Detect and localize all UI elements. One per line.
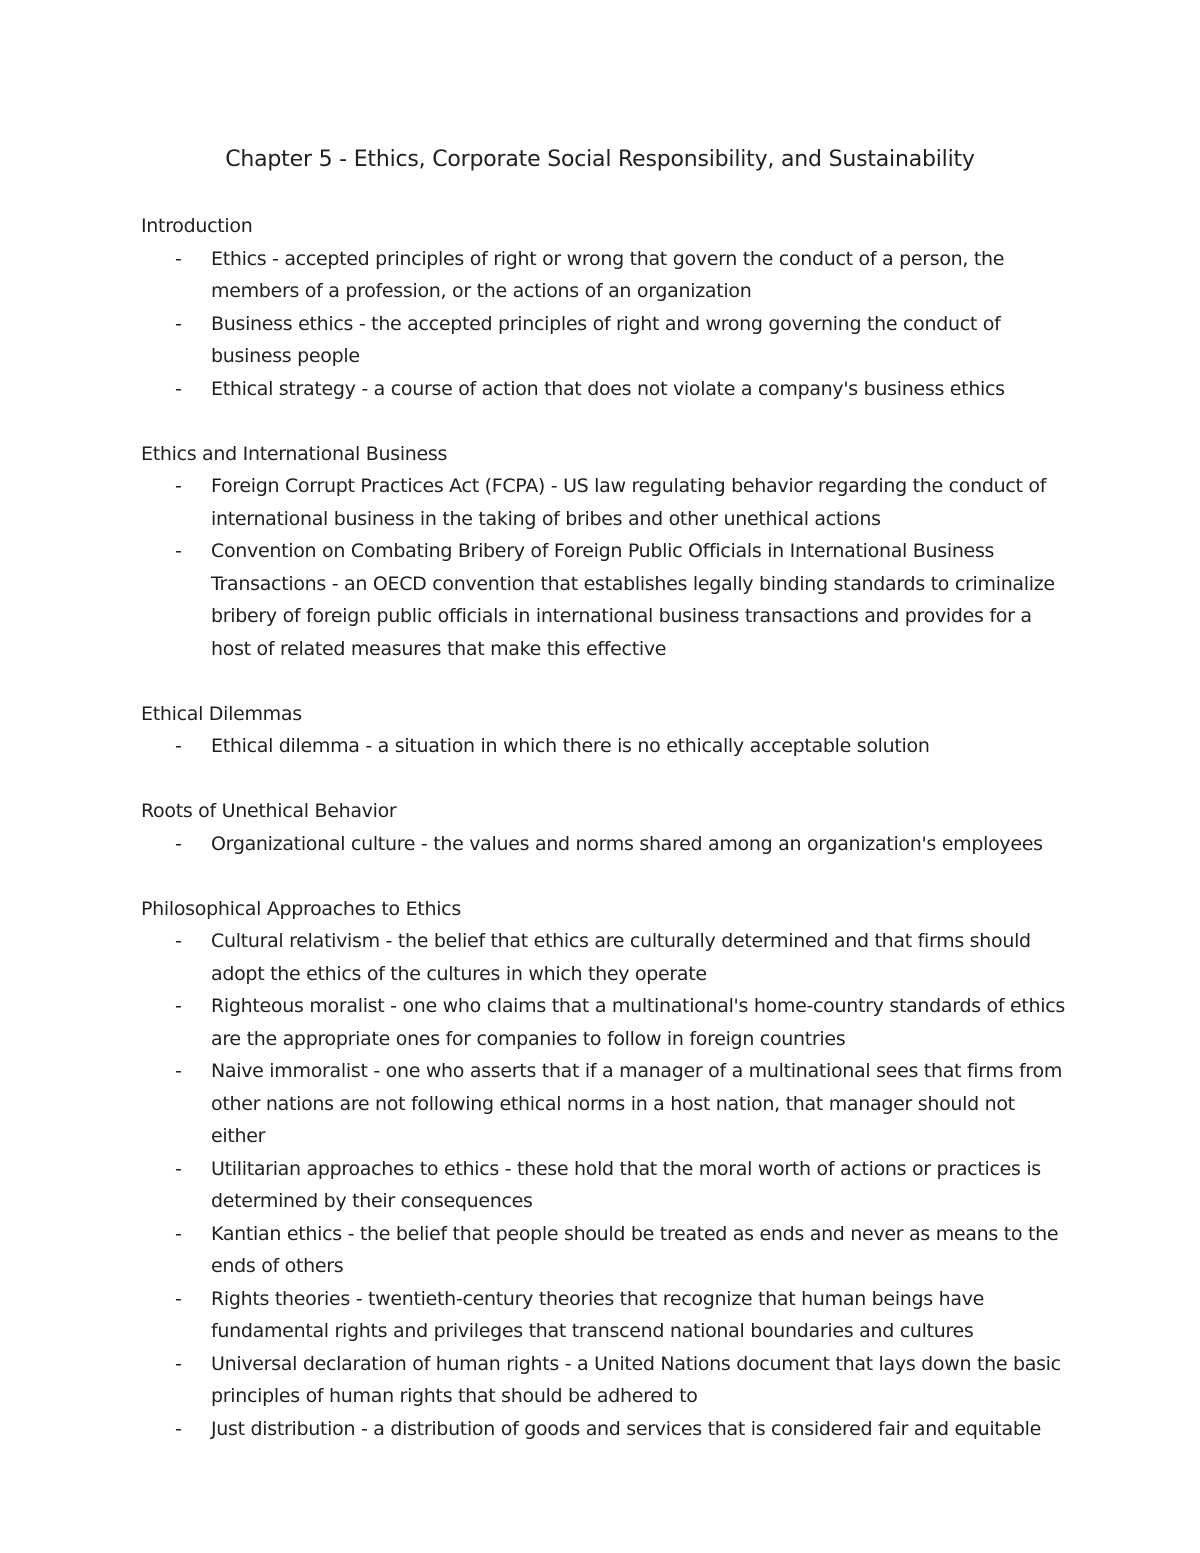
bullet-dash: - bbox=[175, 1157, 182, 1180]
list-item bbox=[141, 470, 1071, 535]
bullet-dash: - bbox=[175, 475, 182, 497]
list-item-text: Ethical strategy - a course of action that does not violate a company's business ethics bbox=[211, 377, 1005, 400]
section-heading: Ethical Dilemmas bbox=[141, 702, 302, 725]
list-item-text: Organizational culture - the values and norms shared among an organization's employees bbox=[211, 832, 1043, 855]
list-item bbox=[141, 1055, 1071, 1153]
bullet-dash: - bbox=[175, 1222, 182, 1245]
list-item bbox=[141, 925, 1071, 990]
bullet-dash: - bbox=[175, 735, 182, 757]
list-item bbox=[141, 730, 1071, 763]
list-item-text: Utilitarian approaches to ethics - these hold that the moral worth of actions or practices is determined by their consequences bbox=[211, 1157, 1041, 1212]
section-ethics-international-business bbox=[141, 438, 1101, 666]
section-philosophical-approaches bbox=[141, 893, 1101, 1446]
bullet-dash: - bbox=[175, 1060, 182, 1082]
bullet-list bbox=[141, 828, 1101, 861]
list-item bbox=[141, 828, 1071, 861]
bullet-list bbox=[141, 470, 1101, 665]
bullet-dash: - bbox=[175, 832, 182, 855]
list-item bbox=[141, 1218, 1071, 1283]
section-heading: Roots of Unethical Behavior bbox=[141, 800, 397, 822]
list-item bbox=[141, 1413, 1071, 1446]
bullet-list bbox=[141, 243, 1101, 406]
list-item bbox=[141, 1283, 1071, 1348]
section-heading: Ethics and International Business bbox=[141, 442, 448, 465]
bullet-dash: - bbox=[175, 377, 182, 400]
list-item bbox=[141, 1153, 1071, 1218]
section-roots-unethical-behavior bbox=[141, 795, 1101, 860]
bullet-dash: - bbox=[175, 1287, 182, 1310]
list-item bbox=[141, 990, 1071, 1055]
document-title: Chapter 5 - Ethics, Corporate Social Responsibility, and Sustainability bbox=[225, 147, 975, 172]
section-introduction bbox=[141, 210, 1101, 405]
list-item bbox=[141, 535, 1071, 665]
bullet-list bbox=[141, 925, 1101, 1445]
list-item-text: Business ethics - the accepted principles of right and wrong governing the conduct of business people bbox=[211, 312, 1001, 367]
bullet-dash: - bbox=[175, 540, 182, 562]
list-item bbox=[141, 308, 1071, 373]
list-item-text: Ethics - accepted principles of right or wrong that govern the conduct of a person, the members of a profession, or the actions of an organization bbox=[211, 247, 1005, 302]
bullet-dash: - bbox=[175, 312, 182, 335]
section-heading: Philosophical Approaches to Ethics bbox=[141, 897, 461, 920]
list-item-text: Universal declaration of human rights - a United Nations document that lays down the basic principles of human rights that should be adhered to bbox=[211, 1352, 1061, 1407]
list-item-text: Naive immoralist - one who asserts that if a manager of a multinational sees that firms from other nations are not following ethical norms in a host nation, that manager should not either bbox=[211, 1060, 1063, 1147]
document-body bbox=[141, 210, 1101, 1478]
bullet-dash: - bbox=[175, 930, 182, 952]
section-heading: Introduction bbox=[141, 215, 253, 237]
bullet-dash: - bbox=[175, 247, 182, 270]
list-item-text: Foreign Corrupt Practices Act (FCPA) - US law regulating behavior regarding the conduct of international business in the taking of bribes and other unethical actions bbox=[211, 475, 1047, 530]
list-item bbox=[141, 373, 1071, 406]
list-item-text: Cultural relativism - the belief that ethics are culturally determined and that firms should adopt the ethics of the cultures in which they operate bbox=[211, 930, 1031, 985]
list-item bbox=[141, 1348, 1071, 1413]
list-item bbox=[141, 243, 1071, 308]
bullet-dash: - bbox=[175, 1352, 182, 1375]
bullet-dash: - bbox=[175, 995, 182, 1017]
section-ethical-dilemmas bbox=[141, 698, 1101, 763]
bullet-list bbox=[141, 730, 1101, 763]
list-item-text: Convention on Combating Bribery of Foreign Public Officials in International Business Transactions - an OECD convention that establishes legally binding standards to criminalize bribery of foreign public officials in international business transactions and provides for a host of related measures that make this effective bbox=[211, 540, 1055, 660]
list-item-text: Just distribution - a distribution of goods and services that is considered fair and equitable bbox=[211, 1417, 1041, 1440]
list-item-text: Kantian ethics - the belief that people should be treated as ends and never as means to the ends of others bbox=[211, 1222, 1059, 1277]
list-item-text: Rights theories - twentieth-century theories that recognize that human beings have fundamental rights and privileges that transcend national boundaries and cultures bbox=[211, 1287, 985, 1342]
list-item-text: Ethical dilemma - a situation in which there is no ethically acceptable solution bbox=[211, 735, 930, 757]
bullet-dash: - bbox=[175, 1417, 182, 1440]
list-item-text: Righteous moralist - one who claims that a multinational's home-country standards of ethics are the appropriate ones for companies to follow in foreign countries bbox=[211, 995, 1066, 1050]
